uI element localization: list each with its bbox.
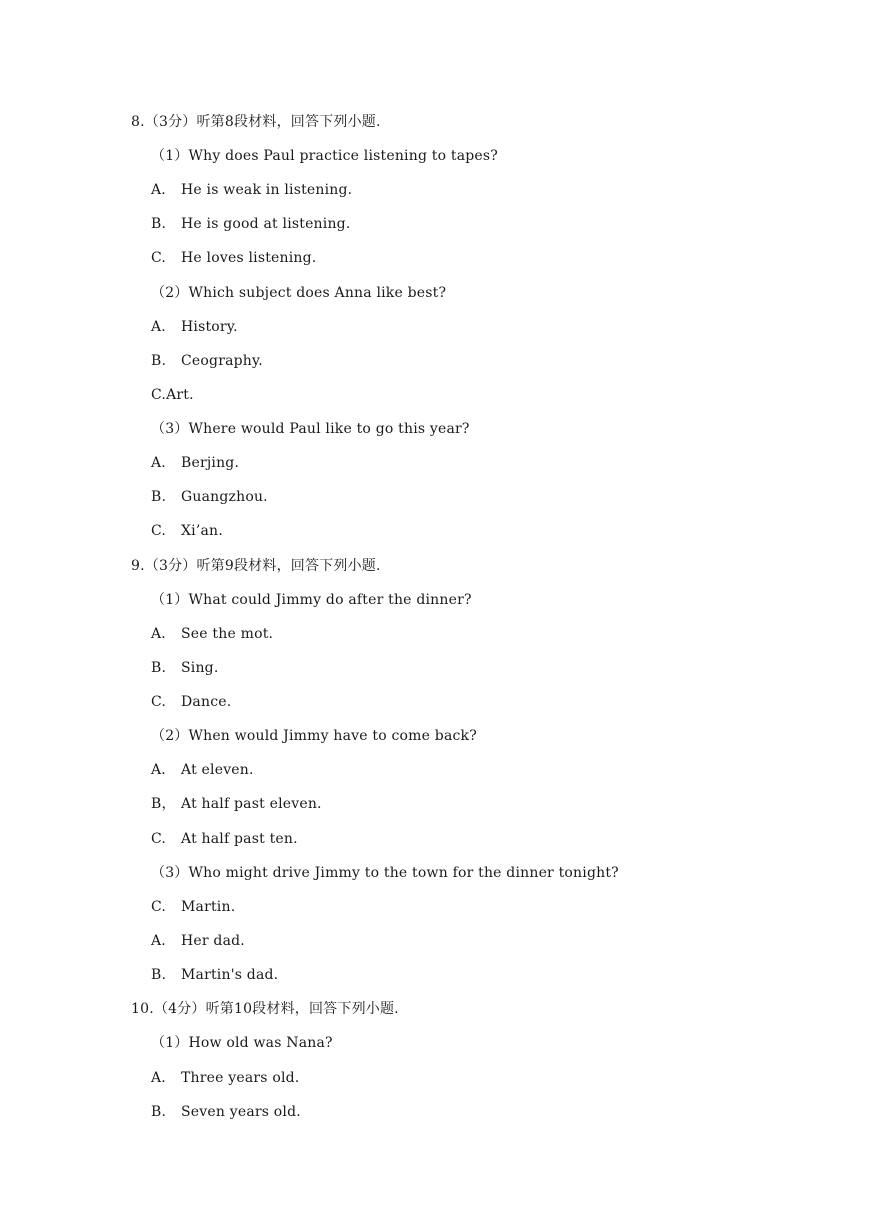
option-letter: B.: [151, 216, 167, 232]
option-text: History.: [181, 319, 238, 335]
option-row: [151, 693, 231, 711]
option-text: Xi’an.: [181, 523, 223, 539]
option-row: [151, 215, 351, 233]
option-text: He is weak in listening.: [181, 182, 353, 198]
option-text: Ceography.: [181, 353, 263, 369]
option-text: Dance.: [181, 694, 232, 710]
option-text: Berjing.: [181, 455, 240, 471]
question-10-header: 10.（4分）听第10段材料，回答下列小题.: [131, 1001, 399, 1017]
option-text: Art.: [166, 387, 194, 403]
option-text: Guangzhou.: [181, 489, 268, 505]
option-text: At eleven.: [181, 762, 254, 778]
option-letter: A.: [151, 319, 166, 335]
question-8-sub-2-prompt: （2）Which subject does Anna like best?: [151, 285, 447, 301]
question-9-sub-1-prompt: （1）What could Jimmy do after the dinner?: [151, 592, 472, 608]
option-row: [151, 454, 239, 472]
option-text: See the mot.: [181, 626, 274, 642]
option-letter: A.: [151, 762, 166, 778]
question-8-sub-1-prompt: （1）Why does Paul practice listening to tapes?: [151, 148, 498, 164]
option-text: At half past eleven.: [181, 796, 322, 812]
question-10-sub-1-prompt: （1）How old was Nana?: [151, 1035, 333, 1051]
option-row: [151, 761, 254, 779]
option-letter: C.: [151, 899, 167, 915]
question-9-header: 9.（3分）听第9段材料，回答下列小题.: [131, 558, 381, 574]
option-text: He loves listening.: [181, 250, 317, 266]
option-letter: A.: [151, 455, 166, 471]
option-letter: C.: [151, 694, 167, 710]
option-row: [151, 795, 322, 813]
option-letter: B.: [151, 489, 167, 505]
option-letter: B.: [151, 660, 167, 676]
option-row: [151, 386, 194, 404]
option-row: [151, 1069, 299, 1087]
option-letter: C.: [151, 523, 167, 539]
option-letter: A.: [151, 182, 166, 198]
option-text: Sing.: [181, 660, 219, 676]
option-row: [151, 830, 298, 848]
option-letter: C.: [151, 387, 167, 403]
option-row: [151, 932, 245, 950]
option-text: Martin.: [181, 899, 236, 915]
option-row: [151, 522, 223, 540]
option-text: Martin's dad.: [181, 967, 279, 983]
option-row: [151, 249, 316, 267]
option-row: [151, 181, 352, 199]
option-row: [151, 966, 278, 984]
option-text: At half past ten.: [181, 831, 298, 847]
option-text: He is good at listening.: [181, 216, 351, 232]
question-9-sub-2-prompt: （2）When would Jimmy have to come back?: [151, 728, 477, 744]
option-row: [151, 625, 273, 643]
option-row: [151, 352, 263, 370]
option-text: Seven years old.: [181, 1104, 301, 1120]
question-8-sub-3-prompt: （3）Where would Paul like to go this year?: [151, 421, 470, 437]
option-letter: C.: [151, 250, 167, 266]
option-letter: B.: [151, 1104, 167, 1120]
option-row: [151, 1103, 301, 1121]
option-letter: A.: [151, 626, 166, 642]
option-letter: A.: [151, 933, 166, 949]
question-8-header: 8.（3分）听第8段材料，回答下列小题.: [131, 114, 381, 130]
option-letter: B，: [151, 796, 176, 812]
option-letter: A.: [151, 1070, 166, 1086]
question-9-sub-3-prompt: （3）Who might drive Jimmy to the town for the dinner tonight?: [151, 865, 619, 881]
option-row: [151, 659, 219, 677]
option-letter: B.: [151, 967, 167, 983]
option-text: Her dad.: [181, 933, 245, 949]
option-row: [151, 488, 268, 506]
option-text: Three years old.: [181, 1070, 300, 1086]
option-letter: C.: [151, 831, 167, 847]
option-row: [151, 318, 238, 336]
option-row: [151, 898, 235, 916]
option-letter: B.: [151, 353, 167, 369]
